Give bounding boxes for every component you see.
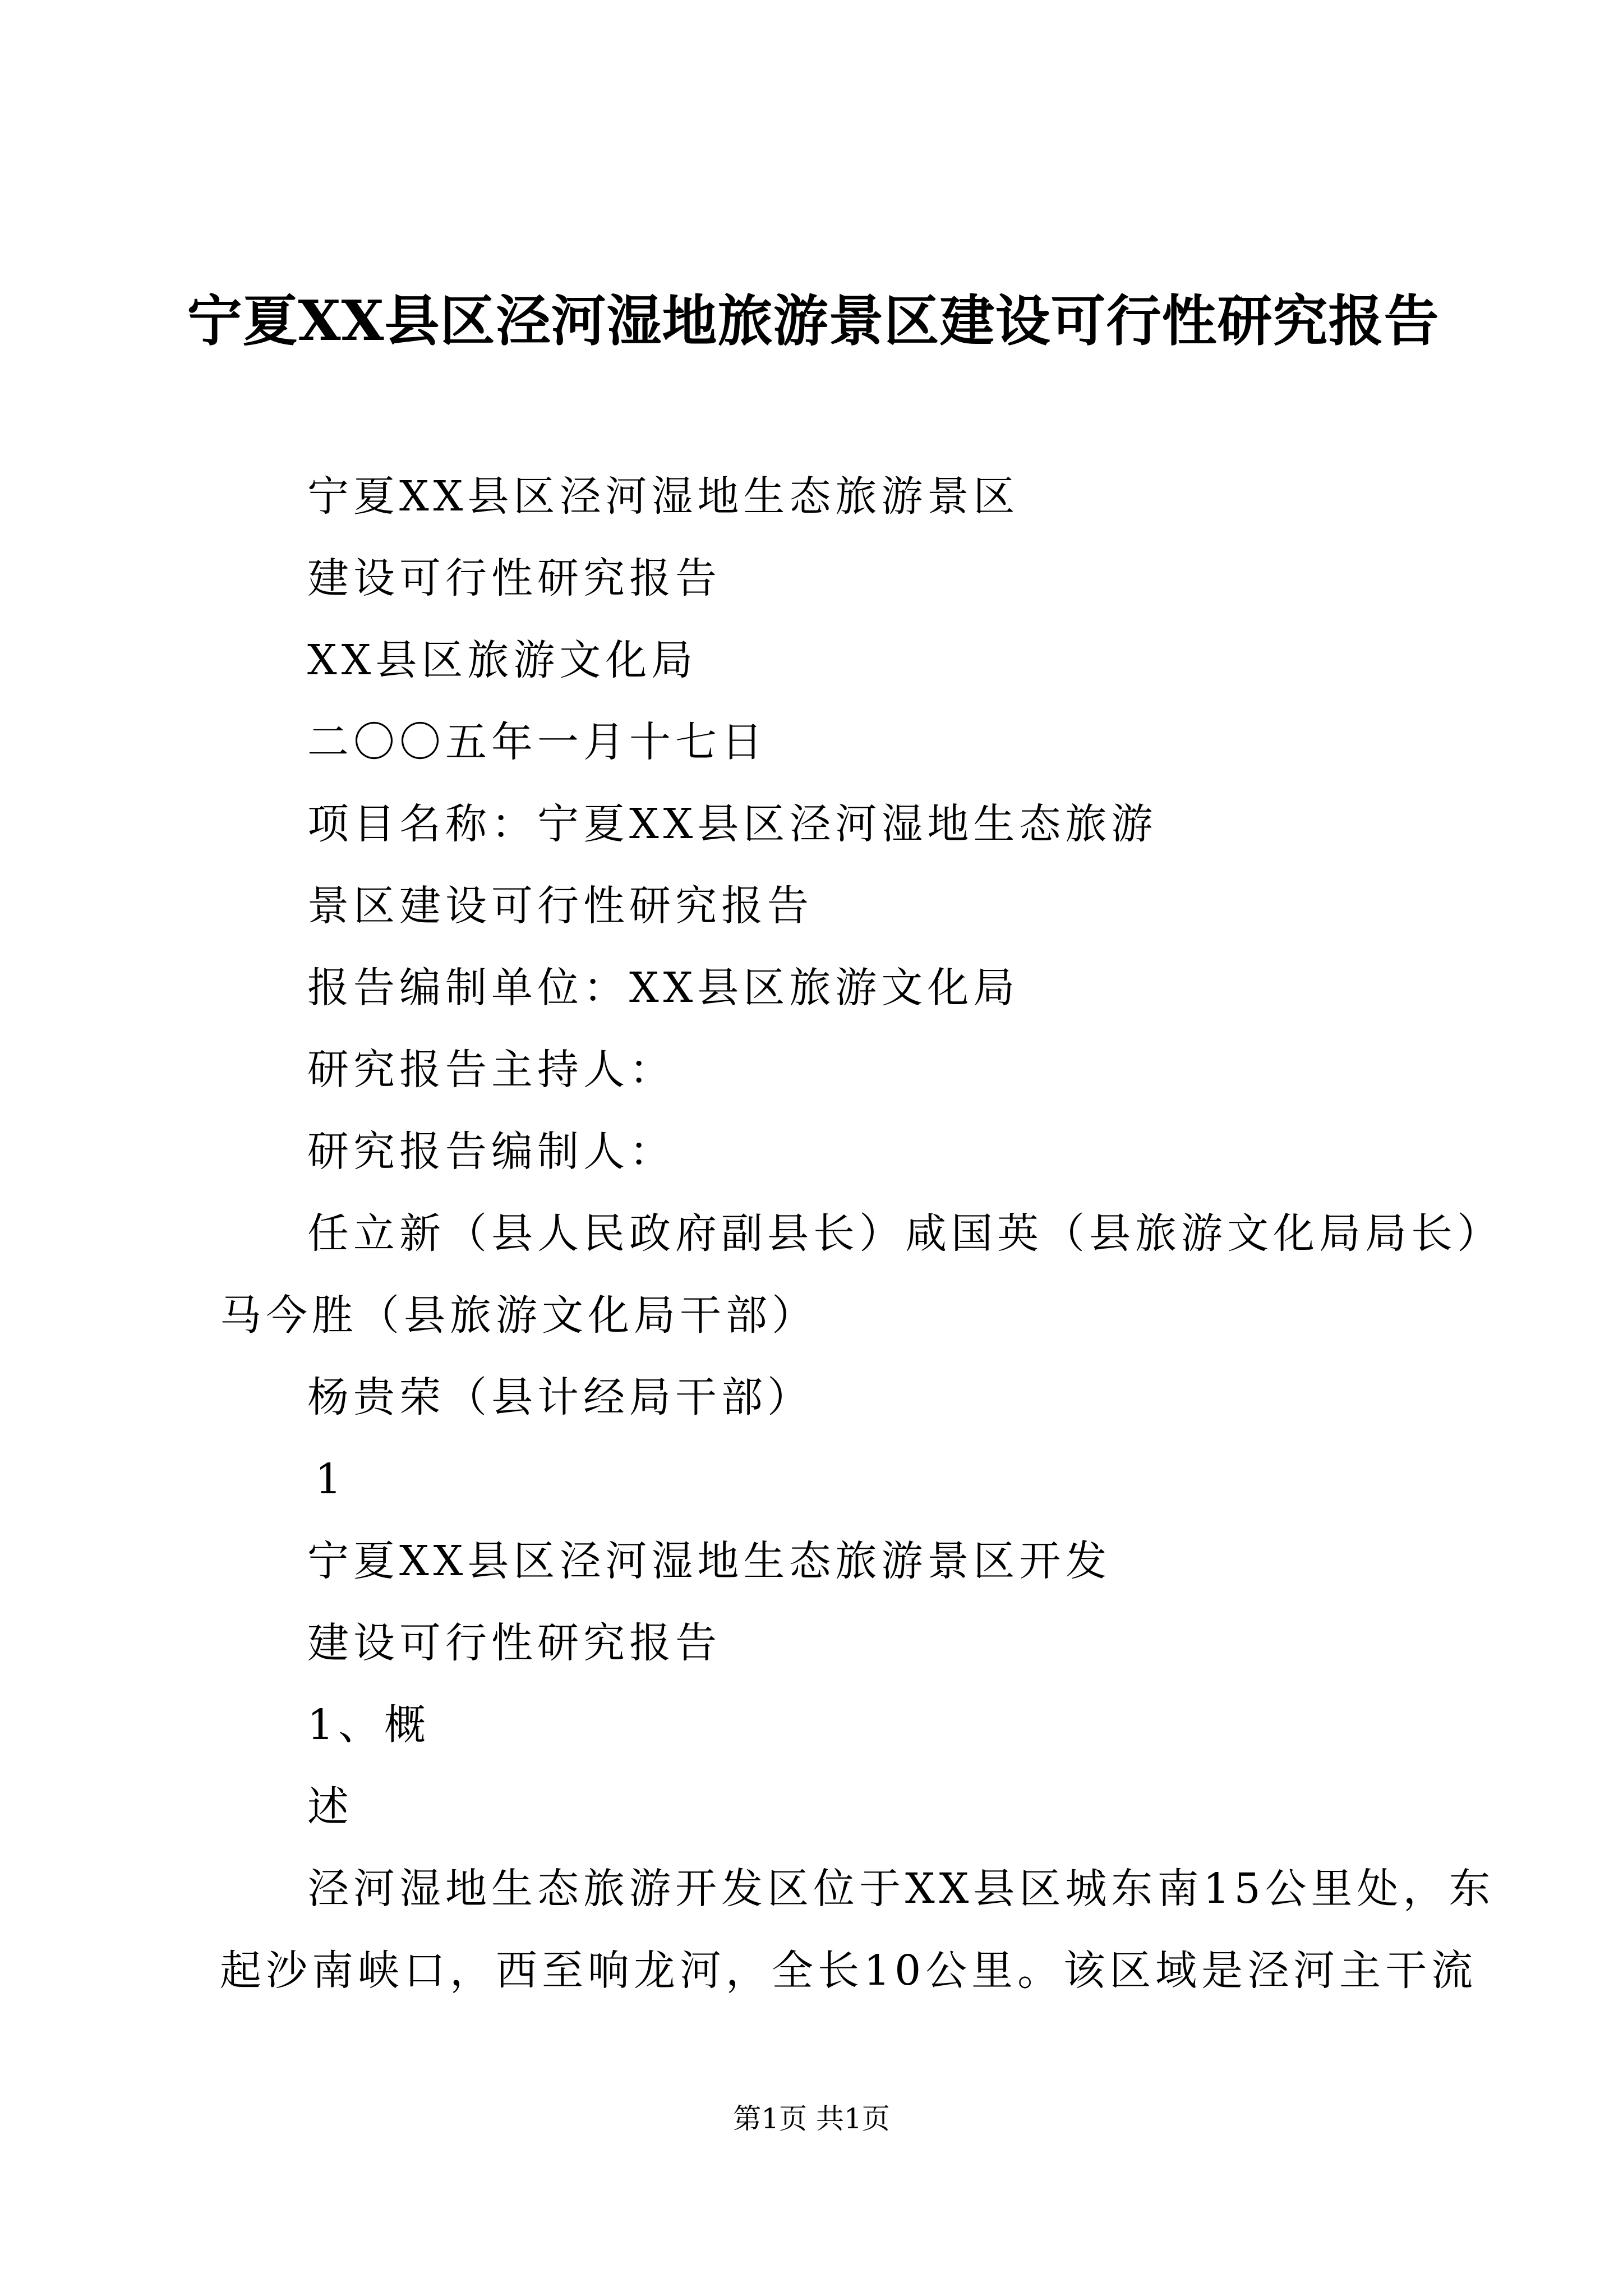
body-line: 马今胜（县旅游文化局干部） <box>220 1291 818 1340</box>
body-line: 研究报告主持人： <box>307 1046 675 1094</box>
body-line: 建设可行性研究报告 <box>307 1619 721 1667</box>
body-line: 建设可行性研究报告 <box>307 554 721 602</box>
body-line: 1 <box>315 1455 347 1503</box>
body-line: 任立新（县人民政府副县长）咸国英（县旅游文化局局长） <box>307 1209 1503 1258</box>
body-line: 1、概 <box>307 1701 431 1749</box>
body-line: 景区建设可行性研究报告 <box>307 882 813 930</box>
body-line: XX县区旅游文化局 <box>307 636 698 684</box>
document-title: 宁夏XX县区泾河湿地旅游景区建设可行性研究报告 <box>187 289 1440 353</box>
body-line: 起沙南峡口，西至响龙河，全长10公里。该区域是泾河主干流 <box>220 1947 1478 1995</box>
body-line: 述 <box>307 1783 353 1831</box>
body-line: 杨贵荣（县计经局干部） <box>307 1373 813 1421</box>
page-footer: 第1页 共1页 <box>733 2102 890 2135</box>
body-line: 研究报告编制人： <box>307 1128 675 1176</box>
body-line: 泾河湿地生态旅游开发区位于XX县区城东南15公里处，东 <box>307 1865 1495 1913</box>
body-line: 项目名称：宁夏XX县区泾河湿地生态旅游 <box>307 800 1158 848</box>
body-line: 宁夏XX县区泾河湿地生态旅游景区开发 <box>307 1537 1112 1585</box>
body-line: 二〇〇五年一月十七日 <box>307 718 767 766</box>
body-line: 报告编制单位：XX县区旅游文化局 <box>307 964 1020 1012</box>
body-line: 宁夏XX县区泾河湿地生态旅游景区 <box>307 472 1020 521</box>
